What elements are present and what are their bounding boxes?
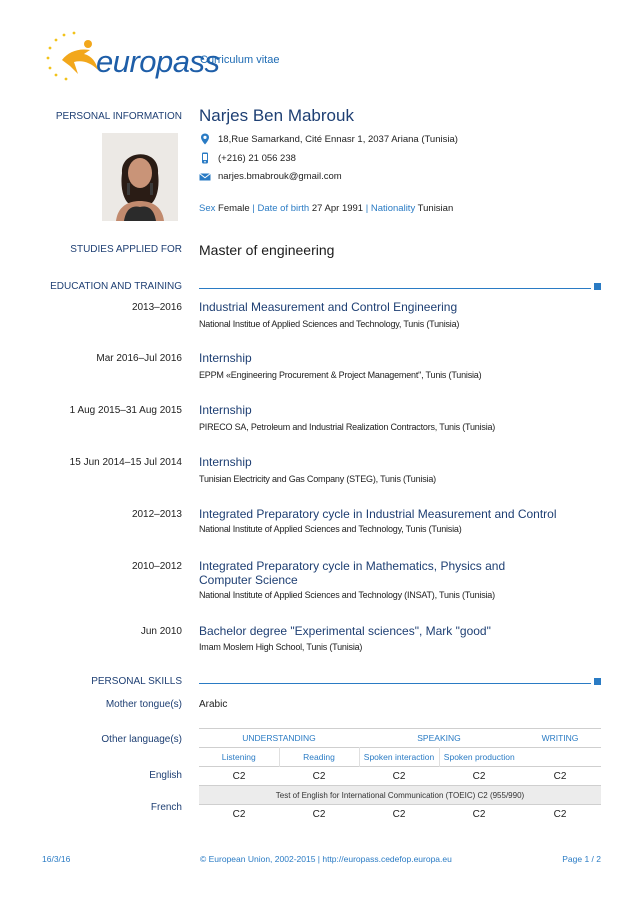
- sex-label: Sex: [199, 203, 216, 214]
- profile-photo-image: [102, 133, 178, 221]
- email-icon: [199, 171, 211, 183]
- address-text: 18,Rue Samarkand, Cité Ennasr 1, 2037 Ariana (Tunisia): [218, 134, 458, 145]
- dob-value: 27 Apr 1991: [311, 203, 364, 214]
- education-date: 15 Jun 2014–15 Jul 2014: [69, 457, 182, 468]
- header-writing: WRITING: [519, 729, 601, 748]
- doc-title: Curriculum vitae: [200, 54, 280, 66]
- section-rule: [199, 288, 591, 289]
- education-title: Internship: [199, 403, 252, 417]
- level-cell: C2: [199, 805, 279, 824]
- education-institution: National Institue of Applied Sciences and Technology, Tunis (Tunisia): [199, 319, 460, 329]
- language-name-french: French: [150, 802, 182, 813]
- language-table-header: [199, 729, 601, 748]
- education-title: Integrated Preparatory cycle in Mathematics, Physics and: [199, 559, 506, 573]
- phone-icon: [199, 152, 211, 164]
- education-institution: National Institute of Applied Sciences and Technology (INSAT), Tunis (Tunisia): [199, 590, 495, 600]
- subheader-spoken-production: Spoken production: [439, 748, 519, 767]
- section-label-studies: STUDIES APPLIED FOR: [70, 244, 182, 255]
- education-date: 2013–2016: [131, 302, 182, 313]
- dob-label: Date of birth: [257, 203, 310, 214]
- phone-text[interactable]: (+216) 21 056 238: [218, 153, 296, 164]
- education-date: Mar 2016–Jul 2016: [96, 353, 182, 364]
- location-pin-icon: [199, 133, 211, 145]
- education-title: Integrated Preparatory cycle in Industrial Measurement and Control: [199, 507, 557, 521]
- personal-meta: [199, 203, 453, 214]
- education-institution: Tunisian Electricity and Gas Company (STEG), Tunis (Tunisia): [199, 474, 436, 484]
- education-institution: EPPM «Engineering Procurement & Project Management", Tunis (Tunisia): [199, 370, 482, 380]
- education-title: Bachelor degree "Experimental sciences", Mark "good": [199, 624, 491, 638]
- email-link[interactable]: narjes.bmabrouk@gmail.com: [218, 171, 342, 182]
- education-title: Industrial Measurement and Control Engineering: [199, 300, 458, 314]
- studies-value: Master of engineering: [199, 242, 335, 258]
- section-rule: [199, 683, 591, 684]
- europass-logo: [44, 30, 220, 82]
- level-cell: C2: [359, 767, 439, 786]
- meta-separator: |: [252, 203, 255, 214]
- level-cell: C2: [359, 805, 439, 824]
- footer-page-number: Page 1 / 2: [562, 854, 601, 864]
- section-marker: [594, 283, 601, 290]
- section-label-skills: PERSONAL SKILLS: [91, 676, 182, 687]
- education-date: 2012–2013: [131, 509, 182, 520]
- europass-logo-icon: [44, 30, 104, 82]
- language-table: [199, 728, 601, 823]
- level-cell: C2: [279, 805, 359, 824]
- language-certificate: Test of English for International Communication (TOEIC) C2 (955/990): [199, 786, 601, 805]
- mother-tongue-label: Mother tongue(s): [105, 699, 182, 710]
- level-cell: C2: [439, 805, 519, 824]
- level-cell: C2: [199, 767, 279, 786]
- level-cell: C2: [279, 767, 359, 786]
- section-label-education: EDUCATION AND TRAINING: [50, 281, 182, 292]
- level-cell: C2: [439, 767, 519, 786]
- section-label-personal: PERSONAL INFORMATION: [55, 111, 182, 122]
- footer-copyright[interactable]: © European Union, 2002-2015 | http://europass.cedefop.europa.eu: [200, 854, 452, 864]
- language-name-english: English: [149, 770, 182, 781]
- level-cell: C2: [519, 767, 601, 786]
- header-speaking: SPEAKING: [359, 729, 519, 748]
- footer-date: 16/3/16: [42, 854, 71, 864]
- other-languages-label: Other language(s): [101, 734, 182, 745]
- profile-photo: [102, 133, 178, 221]
- subheader-reading: Reading: [279, 748, 359, 767]
- sex-value: Female: [218, 203, 250, 214]
- education-institution: Imam Moslem High School, Tunis (Tunisia): [199, 642, 363, 652]
- education-institution: PIRECO SA, Petroleum and Industrial Realization Contractors, Tunis (Tunisia): [199, 422, 496, 432]
- logo-text: europass: [96, 44, 220, 79]
- header-understanding: UNDERSTANDING: [199, 729, 359, 748]
- education-title: Internship: [199, 455, 252, 469]
- language-row-english: [199, 767, 601, 786]
- education-date: 2010–2012: [131, 561, 182, 572]
- subheader-listening: Listening: [199, 748, 279, 767]
- education-title-continued: Computer Science: [199, 573, 298, 587]
- education-institution: National Institute of Applied Sciences and Technology, Tunis (Tunisia): [199, 524, 462, 534]
- education-date: 1 Aug 2015–31 Aug 2015: [69, 405, 182, 416]
- language-row-french: [199, 805, 601, 824]
- meta-separator: |: [365, 203, 369, 214]
- education-title: Internship: [199, 351, 252, 365]
- language-certificate-row: [199, 786, 601, 805]
- nationality-value: Tunisian: [417, 203, 454, 214]
- level-cell: C2: [519, 805, 601, 824]
- person-name: Narjes Ben Mabrouk: [199, 106, 354, 125]
- section-marker: [594, 678, 601, 685]
- mother-tongue-value: Arabic: [199, 699, 228, 710]
- education-date: Jun 2010: [140, 626, 182, 637]
- language-table-subheader: [199, 748, 601, 767]
- subheader-writing-empty: [519, 748, 601, 767]
- subheader-spoken-interaction: Spoken interaction: [359, 748, 439, 767]
- nationality-label: Nationality: [370, 203, 416, 214]
